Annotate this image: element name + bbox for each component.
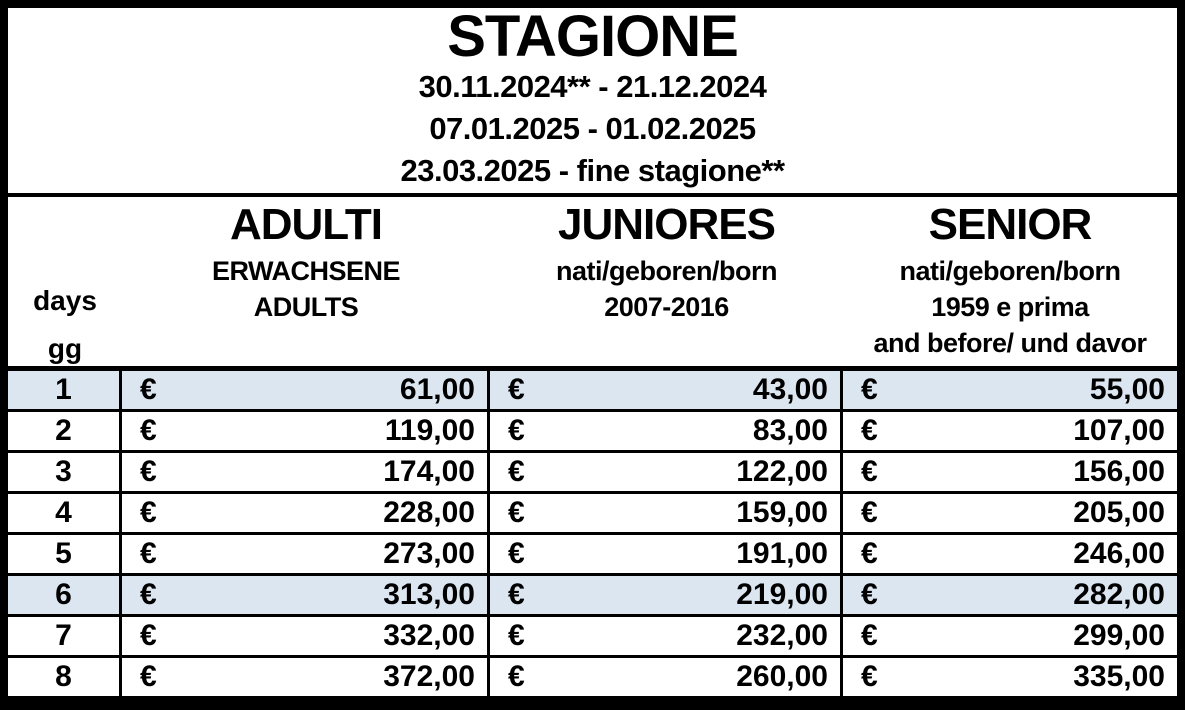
- euro-sign: €: [508, 619, 525, 652]
- price-value: 174,00: [383, 455, 475, 488]
- senior-price-cell: [843, 453, 1177, 491]
- adult-price-cell: [122, 453, 487, 491]
- seniors-subtitle-3: and before/ und davor: [873, 328, 1147, 358]
- price-value: 159,00: [736, 496, 828, 529]
- column-header-adults: [122, 197, 490, 366]
- euro-sign: €: [861, 455, 878, 488]
- euro-sign: €: [508, 373, 525, 406]
- junior-price-cell: [490, 535, 840, 573]
- senior-price-cell: [843, 412, 1177, 450]
- euro-sign: €: [140, 414, 157, 447]
- price-value: 228,00: [383, 496, 475, 529]
- seniors-subtitle-2: 1959 e prima: [931, 292, 1089, 322]
- table-row: [8, 494, 1177, 532]
- adult-price-cell: [122, 617, 487, 655]
- price-rows: [8, 371, 1177, 702]
- euro-sign: €: [140, 496, 157, 529]
- euro-sign: €: [861, 660, 878, 693]
- juniors-subtitle-1: nati/geboren/born: [556, 256, 777, 286]
- junior-price-cell: [490, 576, 840, 614]
- euro-sign: €: [508, 660, 525, 693]
- price-value: 83,00: [752, 414, 828, 447]
- euro-sign: €: [508, 455, 525, 488]
- price-value: 55,00: [1089, 373, 1165, 406]
- day-count-cell: 2: [8, 412, 119, 450]
- day-count-cell: 8: [8, 658, 119, 696]
- euro-sign: €: [140, 537, 157, 570]
- price-value: 119,00: [384, 414, 475, 447]
- season-date-range-2: 07.01.2025 - 01.02.2025: [429, 111, 756, 146]
- price-value: 61,00: [399, 373, 475, 406]
- season-title: STAGIONE: [447, 8, 738, 69]
- table-row: [8, 371, 1177, 409]
- price-value: 282,00: [1073, 578, 1165, 611]
- adult-price-cell: [122, 494, 487, 532]
- adults-subtitle-1: ERWACHSENE: [211, 256, 401, 286]
- euro-sign: €: [861, 414, 878, 447]
- table-row: [8, 576, 1177, 614]
- euro-sign: €: [861, 537, 878, 570]
- price-value: 191,00: [736, 537, 828, 570]
- column-headers: [8, 197, 1177, 366]
- price-value: 260,00: [736, 660, 828, 693]
- price-value: 219,00: [736, 578, 828, 611]
- adult-price-cell: [122, 412, 487, 450]
- adults-subtitle-2: ADULTS: [253, 292, 359, 322]
- column-header-days: [8, 197, 122, 366]
- day-count-cell: 6: [8, 576, 119, 614]
- table-row: [8, 535, 1177, 573]
- euro-sign: €: [508, 496, 525, 529]
- euro-sign: €: [861, 578, 878, 611]
- season-header: [8, 8, 1177, 193]
- adults-title: ADULTI: [229, 200, 383, 249]
- junior-price-cell: [490, 617, 840, 655]
- price-value: 313,00: [383, 578, 475, 611]
- euro-sign: €: [140, 455, 157, 488]
- column-header-juniors: [490, 197, 843, 366]
- price-value: 332,00: [383, 619, 475, 652]
- seniors-subtitle-1: nati/geboren/born: [899, 256, 1121, 286]
- euro-sign: €: [508, 414, 525, 447]
- juniors-subtitle-2: 2007-2016: [604, 292, 729, 322]
- day-count-cell: 4: [8, 494, 119, 532]
- euro-sign: €: [140, 660, 157, 693]
- euro-sign: €: [861, 619, 878, 652]
- price-value: 372,00: [383, 660, 475, 693]
- days-label-it: gg: [47, 333, 83, 364]
- price-value: 232,00: [736, 619, 828, 652]
- senior-price-cell: [843, 535, 1177, 573]
- column-header-seniors: [843, 197, 1177, 366]
- seniors-title: SENIOR: [928, 200, 1092, 249]
- price-value: 273,00: [383, 537, 475, 570]
- senior-price-cell: [843, 617, 1177, 655]
- senior-price-cell: [843, 494, 1177, 532]
- adult-price-cell: [122, 535, 487, 573]
- table-row: [8, 658, 1177, 696]
- junior-price-cell: [490, 494, 840, 532]
- day-count-cell: 7: [8, 617, 119, 655]
- senior-price-cell: [843, 576, 1177, 614]
- price-value: 205,00: [1073, 496, 1165, 529]
- price-value: 335,00: [1073, 660, 1165, 693]
- table-row: [8, 617, 1177, 655]
- price-value: 122,00: [736, 455, 828, 488]
- adult-price-cell: [122, 576, 487, 614]
- junior-price-cell: [490, 371, 840, 409]
- junior-price-cell: [490, 658, 840, 696]
- euro-sign: €: [140, 373, 157, 406]
- euro-sign: €: [861, 373, 878, 406]
- juniors-title: JUNIORES: [558, 200, 775, 249]
- price-value: 299,00: [1073, 619, 1165, 652]
- day-count-cell: 5: [8, 535, 119, 573]
- season-date-range-1: 30.11.2024** - 21.12.2024: [418, 69, 767, 104]
- junior-price-cell: [490, 412, 840, 450]
- price-value: 107,00: [1073, 414, 1165, 447]
- euro-sign: €: [140, 578, 157, 611]
- euro-sign: €: [508, 537, 525, 570]
- senior-price-cell: [843, 371, 1177, 409]
- day-count-cell: 1: [8, 371, 119, 409]
- adult-price-cell: [122, 371, 487, 409]
- euro-sign: €: [508, 578, 525, 611]
- price-value: 246,00: [1073, 537, 1165, 570]
- euro-sign: €: [861, 496, 878, 529]
- days-label-en: days: [33, 285, 97, 316]
- adult-price-cell: [122, 658, 487, 696]
- senior-price-cell: [843, 658, 1177, 696]
- table-row: [8, 412, 1177, 450]
- season-date-range-3: 23.03.2025 - fine stagione**: [400, 153, 785, 188]
- day-count-cell: 3: [8, 453, 119, 491]
- price-value: 43,00: [752, 373, 828, 406]
- euro-sign: €: [140, 619, 157, 652]
- table-row: [8, 453, 1177, 491]
- junior-price-cell: [490, 453, 840, 491]
- price-value: 156,00: [1073, 455, 1165, 488]
